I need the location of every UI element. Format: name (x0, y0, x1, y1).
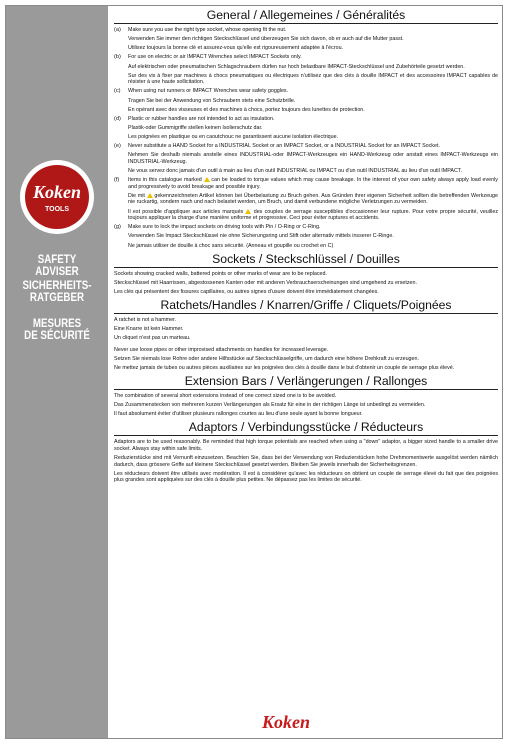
sockets-paragraph: Steckschlüssel mit Haarrissen, abgestossenen Kanten oder mit anderen Verbrauchserscheinungen sind umgehend zu ersetzen. (114, 279, 417, 286)
footer-logo-text: Koken (262, 712, 311, 732)
item-paragraph (128, 177, 498, 190)
item-label: (b) (114, 54, 121, 61)
ratchets-paragraph: Setzen Sie niemals lose Rohre oder andere Hilfsstücke auf Steckschlüsselgriffe, um dadurch eine höhere Drehkraft zu erzeugen. (114, 355, 419, 362)
item-label: (g) (114, 224, 121, 231)
general-item (114, 177, 498, 221)
item-label: (f) (114, 177, 120, 184)
item-paragraph: Les poignées en plastique ou en caoutchouc ne garantissent aucune isolation électrique. (128, 134, 339, 141)
item-paragraph: Make sure you use the right type socket, whose opening fit the nut. (128, 27, 287, 33)
logo-subtext: TOOLS (45, 206, 69, 213)
warning-triangle-icon (245, 209, 251, 214)
item-label: (c) (114, 88, 121, 95)
item-paragraph: Make sure to lock the impact sockets on driving tools with Pin / O-Ring or C-Ring. (128, 224, 321, 231)
sockets-paras (114, 271, 498, 296)
section-title-ratchets: Ratchets/Handles / Knarren/Griffe / Cliquets/Poignées (114, 298, 498, 314)
item-paragraph: Sur des vis à fixer par machines à chocs pneumatiques ou électriques n'utilisez que des clés à douille IMPACT et des accessoires IMPACT capables de résister à une haute sollicitation. (128, 72, 498, 86)
extension-paragraph: Das Zusammenstecken von mehreren kurzen Verlängerungen als Ersatz für eine in der richtigen Länge ist unbedingt zu vermeiden. (114, 402, 426, 409)
extension-paras (114, 393, 498, 418)
ratchets-paras (114, 317, 498, 371)
footer-koken-logo (262, 712, 320, 734)
logo-text: Koken (32, 182, 82, 202)
warning-triangle-icon (204, 177, 210, 182)
section-title-extension: Extension Bars / Verlängerungen / Rallonges (114, 374, 498, 390)
general-item (114, 224, 498, 249)
sidebar (6, 6, 108, 738)
paragraph-text: Items in this catalogue marked (128, 177, 204, 184)
item-paragraph: Auf elektrischen oder pneumatischen Schlagschraubern dürfen nur hoch belastbare IMPACT-Steckschlüssel und Zubehörteile gesetzt werden. (128, 63, 465, 70)
adaptors-paragraph: Reduzierstücke sind mit Vernunft einzusetzen. Beachten Sie, dass bei der Verwendung von Reduzierstücken hohe Drehmomentwerte ausgelöst werden nämlich dadurch, dass grössere Griffe auf kleinere Steckschlüssel gesetzt werden. Bleiben Sie jeweils innerhalb der Sicherheitsgrenzen. (114, 455, 498, 468)
item-label: (a) (114, 27, 121, 33)
main-content (114, 8, 498, 486)
warning-triangle-icon (147, 193, 153, 198)
item-paragraph: Verwenden Sie immer den richtigen Steckschlüssel und überzeugen Sie sich davon, ob er auch auf die Mutter passt. (128, 36, 404, 43)
item-paragraph: Plastik-oder Gummigriffe stellen keinen Isolierschutz dar. (128, 124, 263, 131)
extension-paragraph: The combination of several short extensions instead of one correct sized one is to be avoided. (114, 392, 337, 399)
item-label: (e) (114, 143, 121, 150)
ratchets-paragraph: Eine Knarre ist kein Hammer. (114, 326, 184, 333)
extension-paragraph: Il faut absolument éviter d'utiliser plusieurs rallonges courtes au lieu d'une seule ayant la bonne longueur. (114, 411, 363, 418)
sidebar-heading-en: SAFETY ADVISER (35, 254, 79, 278)
item-paragraph: Verwenden Sie Impact Steckschlüssel nie ohne Sicherungsring und Stift oder alternativ mittels insserer C-Ringe. (128, 233, 394, 240)
paragraph-text: Il est possible d'appliquer aux articles marqués (128, 208, 246, 215)
paragraph-text: Die mit (128, 192, 147, 199)
section-title-sockets: Sockets / Steckschlüssel / Douilles (114, 252, 498, 268)
general-item (114, 27, 498, 52)
general-item (114, 88, 498, 113)
ratchets-paragraph: Un cliquet n'est pas un marteau. (114, 335, 191, 342)
section-title-adaptors: Adaptors / Verbindungsstücke / Réducteurs (114, 420, 498, 436)
general-item (114, 116, 498, 141)
section-title-general: General / Allegemeines / Généralités (114, 8, 498, 24)
adaptors-paragraph: Les réducteurs doivent être utilisés avec modération. Il est à considérer qu'avec les réducteurs on obtient un couple de serrage élevé du fait que des poignées plus grandes sont appliquées sur des clés à douille plus petites. Ne dépassez pas les limites de sécurité. (114, 470, 498, 484)
item-paragraph (128, 209, 498, 222)
item-paragraph: Plastic or rubber handles are not intended to act as insulation. (128, 115, 275, 122)
item-paragraph: When using nut runners or IMPACT Wrenches wear safety goggles. (128, 88, 289, 95)
koken-logo (19, 158, 95, 236)
item-paragraph: Tragen Sie bei der Anwendung von Schraubern stets eine Schutzbrille. (128, 97, 296, 104)
sockets-paragraph: Sockets showing cracked walls, battered points or other marks of wear are to be replaced. (114, 270, 327, 277)
item-paragraph: For use on electric or air IMPACT Wrenches select IMPACT Sockets only. (128, 54, 302, 61)
item-paragraph: Never substitute a HAND Socket for a INDUSTRIAL Socket or an IMPACT Socket, or a INDUSTRIAL Socket for an IMPACT Socket. (128, 143, 440, 150)
item-paragraph: Utilisez toujours la bonne clé et assurez-vous qu'elle est rigoureusement adaptée à l'écrou. (128, 45, 344, 52)
paragraph-text: des couples de serrage susceptibles d'occasionner leur rupture. Pour votre propre sécurité, veuillez toujours appliquer la charge d'une manière uniforme et progressive. Ceci pour éviter ruptures et accidents. (128, 208, 498, 222)
sidebar-heading-de: SICHERHEITS- RATGEBER (22, 280, 92, 304)
item-paragraph (128, 193, 498, 206)
paragraph-text: gekennzeichneten Artikel können bei Überbelastung zu Bruch gehen. Aus Gründen ihrer eigenen Sicherheit sollten die betreffenden Werkzeuge nie ruckartig, sondern nach und nach belastet werden, um Bruch, und damit verbundene mögliche Verletzungen zu vermeiden. (128, 192, 498, 206)
item-paragraph: En opérant avec des visseuses et des machines à chocs, portez toujours des lunettes de protection. (128, 106, 365, 113)
item-label: (d) (114, 115, 121, 122)
adaptors-paras (114, 439, 498, 483)
item-paragraph: Ne jamais utiliser de douille à choc sans sécurité. (Anneau et goupille ou crochet en C) (128, 242, 334, 249)
sidebar-heading-fr: MESURES DE SÉCURITÉ (24, 318, 90, 342)
ratchets-paragraph: Never use loose pipes or other improvised attachments on handles for increased leverage. (114, 346, 329, 353)
paragraph-text: can be loaded to torque values which may cause breakage. In the interest of your own safety always apply load evenly and progressively to avoid breakage and possible injury. (128, 177, 498, 190)
general-items (114, 27, 498, 249)
general-item (114, 143, 498, 174)
ratchets-paragraph: A ratchet is not a hammer. (114, 317, 177, 324)
sockets-paragraph: Les clés qui présentent des fissures capillaires, ou autres signes d'usure doivent être immédiatement changées. (114, 288, 379, 295)
general-item (114, 54, 498, 85)
adaptors-paragraph: Adaptors are to be used reasonably. Be reminded that high torque potentials are reached when using a "down" adaptor, a bigger sized handle to a smaller drive socket. Always stay within safe limits. (114, 439, 498, 452)
ratchets-paragraph: Ne mettez jamais de tubes ou autres pièces auxiliaires sur les poignées des clés à douille dans le but d'obtenir un couple de serrage plus élevé. (114, 364, 455, 371)
item-paragraph: Nehmen Sie deshalb niemals anstelle eines INDUSTRIAL-oder IMPACT-Werkzeuges ein HAND-Werkzeug oder anstatt eines IMPACT-Werkzeugs ein INDUSTRIAL-Werkzeug. (128, 152, 498, 165)
item-paragraph: Ne vous servez donc jamais d'un outil à main au lieu d'un outil INDUSTRIAL ou IMPACT ou d'un outil INDUSTRIAL au lieu d'un outil IMPACT. (128, 168, 462, 175)
